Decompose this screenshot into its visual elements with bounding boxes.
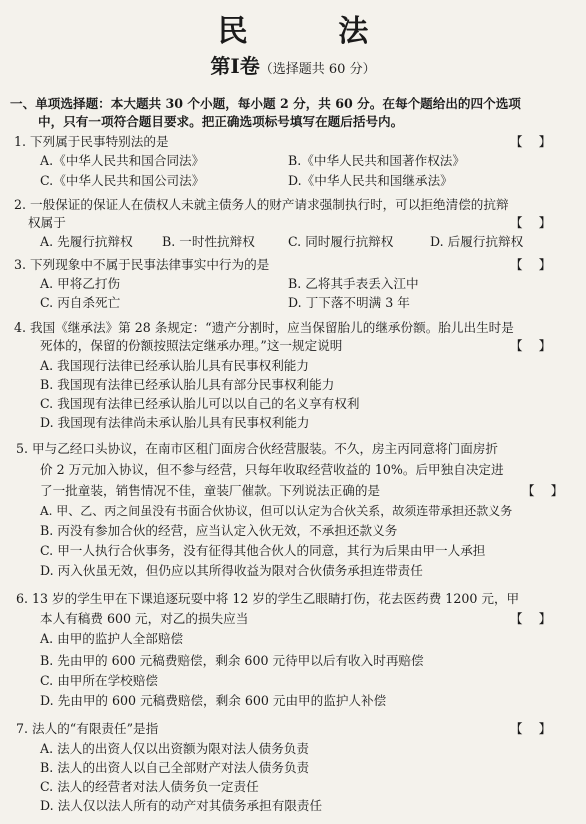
q5-option-c: C. 甲一人执行合伙事务，没有征得其他合伙人的同意，其行为后果由甲一人承担 (40, 543, 486, 558)
q3-option-d: D. 丁下落不明满 3 年 (288, 295, 410, 310)
q5-option-a: A. 甲、乙、丙之间虽没有书面合伙协议，但可以认定为合伙关系，故须连带承担还款义务 (40, 504, 513, 518)
q2-option-d: D. 后履行抗辩权 (430, 234, 524, 249)
q7-option-c: C. 法人的经营者对法人债务负一定责任 (40, 779, 259, 794)
q6-stem-line-2: 本人有稿费 600 元，对乙的损失应当 (40, 611, 249, 626)
q3-option-c: C. 丙自杀死亡 (40, 295, 121, 310)
q1-option-a: A.《中华人民共和国合同法》 (40, 153, 205, 168)
volume-label: 第Ⅰ卷 (210, 54, 260, 78)
q5-stem-line-1: 5. 甲与乙经口头协议，在南市区租门面房合伙经营服装。不久，房主丙同意将门面房折 (16, 441, 498, 456)
q5-stem-line-2: 价 2 万元加入协议，但不参与经营，只每年收取经营收益的 10%。后甲独自决定进 (40, 462, 504, 477)
q6-answer-bracket: 【 】 (510, 611, 552, 626)
q7-option-a: A. 法人的出资人仅以出资额为限对法人债务负责 (40, 741, 309, 756)
q7-option-b: B. 法人的出资人以自己全部财产对法人债务负责 (40, 760, 310, 775)
section-heading-line-2: 中，只有一项符合题目要求。把正确选项标号填写在题后括号内。 (38, 114, 404, 129)
q2-option-b: B. 一时性抗辩权 (162, 234, 255, 249)
q7-option-d: D. 法人仅以法人所有的动产对其债务承担有限责任 (40, 798, 323, 813)
q1-option-b: B.《中华人民共和国著作权法》 (288, 153, 465, 168)
q1-stem: 1. 下列属于民事特别法的是 (14, 134, 169, 149)
q6-stem-line-1: 6. 13 岁的学生甲在下课追逐玩耍中将 12 岁的学生乙眼睛打伤，花去医药费 1200 元，甲 (16, 591, 520, 606)
q5-stem-line-3: 了一批童装，销售情况不佳，童装厂催款。下列说法正确的是 (40, 483, 381, 498)
q4-answer-bracket: 【 】 (510, 338, 552, 353)
volume-note: （选择题共 60 分） (259, 62, 376, 77)
q5-option-d: D. 丙入伙虽无效，但仍应以其所得收益为限对合伙债务承担连带责任 (40, 563, 423, 578)
q3-answer-bracket: 【 】 (510, 257, 552, 272)
volume-heading (0, 50, 586, 79)
q6-option-b: B. 先由甲的 600 元稿费赔偿，剩余 600 元待甲以后有收入时再赔偿 (40, 653, 424, 668)
q7-stem: 7. 法人的“有限责任”是指 (16, 721, 159, 736)
q1-option-d: D.《中华人民共和国继承法》 (288, 173, 453, 188)
section-heading-line-1: 一、单项选择题：本大题共 30 个小题，每小题 2 分，共 60 分。在每个题给出的四个选项 (10, 96, 521, 111)
q4-option-b: B. 我国现有法律已经承认胎儿具有部分民事权利能力 (40, 377, 335, 392)
q7-answer-bracket: 【 】 (510, 721, 552, 736)
q3-stem: 3. 下列现象中不属于民事法律事实中行为的是 (14, 257, 270, 272)
q3-option-a: A. 甲将乙打伤 (40, 276, 121, 291)
q5-answer-bracket: 【 】 (522, 483, 564, 498)
q4-stem-line-2: 死体的，保留的份额按照法定继承办理。”这一规定说明 (40, 338, 343, 353)
q1-answer-bracket: 【 】 (510, 134, 552, 149)
q6-option-d: D. 先由甲的 600 元稿费赔偿，剩余 600 元由甲的监护人补偿 (40, 693, 387, 708)
q3-option-b: B. 乙将其手表丢入江中 (288, 276, 419, 291)
q2-option-a: A. 先履行抗辩权 (40, 234, 133, 249)
q4-stem-line-1: 4. 我国《继承法》第 28 条规定：“遗产分割时，应当保留胎儿的继承份额。胎儿出生时是 (14, 320, 514, 335)
page-title: 民 法 (217, 14, 409, 49)
q4-option-c: C. 我国现有法律已经承认胎儿可以以自己的名义享有权利 (40, 396, 360, 411)
q4-option-d: D. 我国现有法律尚未承认胎儿具有民事权利能力 (40, 415, 310, 430)
q6-option-a: A. 由甲的监护人全部赔偿 (40, 631, 184, 646)
q2-option-c: C. 同时履行抗辩权 (288, 234, 394, 249)
q5-option-b: B. 丙没有参加合伙的经营，应当认定入伙无效，不承担还款义务 (40, 523, 398, 538)
q2-stem-line-2: 权属于 (28, 215, 66, 230)
q6-option-c: C. 由甲所在学校赔偿 (40, 673, 158, 688)
q4-option-a: A. 我国现行法律已经承认胎儿具有民事权利能力 (40, 358, 309, 373)
q1-option-c: C.《中华人民共和国公司法》 (40, 173, 205, 188)
q2-answer-bracket: 【 】 (510, 215, 552, 230)
q2-stem-line-1: 2. 一般保证的保证人在债权人未就主债务人的财产请求强制执行时，可以拒绝清偿的抗辩 (14, 197, 509, 212)
